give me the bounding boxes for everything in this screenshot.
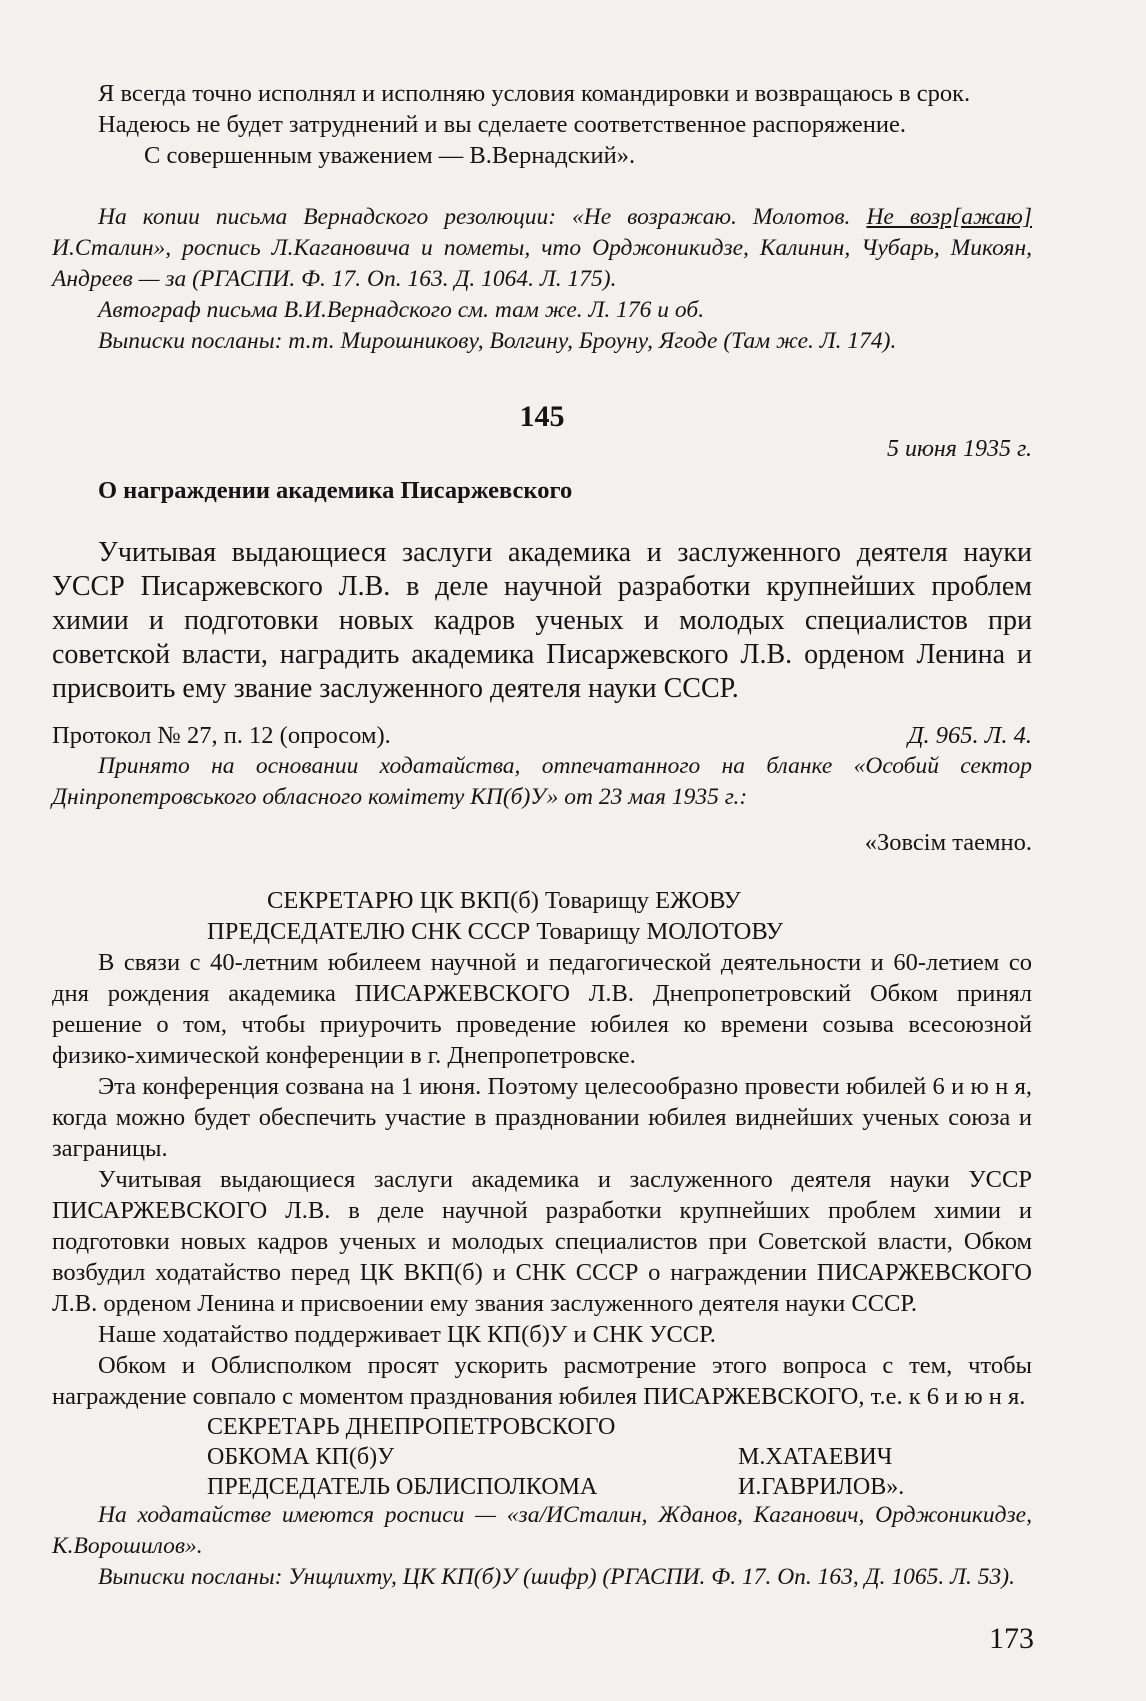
addressee-line: СЕКРЕТАРЮ ЦК ВКП(б) Товарищу ЕЖОВУ — [267, 887, 741, 914]
editorial-note: Выписки посланы: Унщлихту, ЦК КП(б)У (шифр) (РГАСПИ. Ф. 17. Оп. 163, Д. 1065. Л. 53). — [98, 1564, 1015, 1590]
addressee-line: ПРЕДСЕДАТЕЛЮ СНК СССР Товарищу МОЛОТОВУ — [207, 918, 784, 945]
editorial-note: Выписки посланы: т.т. Мирошникову, Волгину, Броуну, Ягоде (Там же. Л. 174). — [98, 328, 897, 354]
editorial-note: На ходатайстве имеются росписи — «за/ИСталин, Жданов, Каганович, Орджоникидзе, К.Ворошилов». — [52, 1502, 1032, 1559]
letter-paragraph: Я всегда точно исполнял и исполняю условия командировки и возвращаюсь в срок. — [98, 80, 971, 107]
editorial-notes-144 — [52, 202, 1032, 357]
signatory-title: СЕКРЕТАРЬ ДНЕПРОПЕТРОВСКОГО — [207, 1414, 616, 1440]
note-text: И.Сталин», роспись Л.Кагановича и пометы, что Орджоникидзе, Калинин, Чубарь, Микоян, Андреев — за (РГАСПИ. Ф. 17. Оп. 163. Д. 1064. Л. 175). — [52, 235, 1032, 292]
petition-paragraph: Обком и Облисполком просят ускорить расмотрение этого вопроса с тем, чтобы награждение совпало с моментом празднования юбилея ПИСАРЖЕВСКОГО, т.е. к 6 и ю н я. — [52, 1352, 1032, 1410]
signatory-title: ПРЕДСЕДАТЕЛЬ ОБЛИСПОЛКОМА — [207, 1474, 598, 1500]
document-title: О награждении академика Писаржевского — [98, 477, 573, 504]
secrecy-mark: «Зовсім таемно. — [864, 829, 1032, 856]
letter-paragraph: Надеюсь не будет затруднений и вы сделаете соответственное распоряжение. — [98, 111, 906, 138]
decision-text: Учитывая выдающиеся заслуги академика и заслуженного деятеля науки УССР Писаржевского Л.В. в деле научной разработки крупнейших проблем химии и подготовки новых кадров ученых и молодых специалистов при советской власти, наградить академика Писаржевского Л.В. орденом Ленина и присвоить ему звание заслуженного деятеля науки СССР. — [52, 537, 1032, 704]
signature-block — [52, 1412, 1032, 1502]
petition-paragraph: В связи с 40-летним юбилеем научной и педагогической деятельности и 60-летием со дня рождения академика ПИСАРЖЕВСКОГО Л.В. Днепропетровский Обком принял решение о том, чтобы приурочить проведение юбилея ко времени созыва всесоюзной физико-химической конференции в г. Днепропетровске. — [52, 949, 1032, 1069]
petition — [52, 885, 1032, 1502]
archive-reference: Д. 965. Л. 4. — [907, 722, 1032, 749]
page-number: 173 — [989, 1622, 1034, 1655]
petition-paragraph: Наше ходатайство поддерживает ЦК КП(б)У и СНК УССР. — [98, 1321, 716, 1348]
petition-paragraph: Эта конференция созвана на 1 июня. Поэтому целесообразно провести юбилей 6 и ю н я, когда можно будет обеспечить участие в праздновании юбилея виднейших ученых союза и заграницы. — [52, 1073, 1032, 1162]
editorial-note — [52, 202, 1032, 295]
previous-letter-end — [52, 78, 1032, 171]
editorial-note: Автограф письма В.И.Вернадского см. там же. Л. 176 и об. — [98, 297, 705, 323]
editorial-notes-145 — [52, 1500, 1032, 1593]
note-underlined-text: Не возр[ажаю] — [866, 204, 1033, 230]
document-number: 145 — [519, 400, 565, 433]
petition-paragraph: Учитывая выдающиеся заслуги академика и заслуженного деятеля науки УССР ПИСАРЖЕВСКОГО Л.В. в деле научной разработки крупнейших проблем химии и подготовки новых кадров ученых и молодых специалистов при Советской власти, Обком возбудил ходатайство перед ЦК ВКП(б) и СНК СССР о награждении ПИСАРЖЕВСКОГО Л.В. орденом Ленина и присвоении ему звания заслуженного деятеля науки СССР. — [52, 1166, 1032, 1317]
basis-note: Принято на основании ходатайства, отпечатанного на бланке «Особий сектор Дніпропетровського обласного комітету КП(б)У» от 23 мая 1935 г.: — [52, 753, 1032, 810]
signatory-name: И.ГАВРИЛОВ». — [738, 1474, 905, 1500]
letter-closing: С совершенным уважением — В.Вернадский». — [144, 142, 636, 169]
note-text: На копии письма Вернадского резолюции: «Не возражаю. Молотов. — [98, 204, 867, 230]
protocol-row — [52, 720, 1032, 751]
protocol-text: Протокол № 27, п. 12 (опросом). — [52, 722, 391, 749]
signatory-name: М.ХАТАЕВИЧ — [738, 1444, 893, 1470]
document-145 — [52, 400, 1032, 858]
signatory-title: ОБКОМА КП(б)У — [207, 1444, 395, 1470]
document-date: 5 июня 1935 г. — [886, 436, 1032, 462]
